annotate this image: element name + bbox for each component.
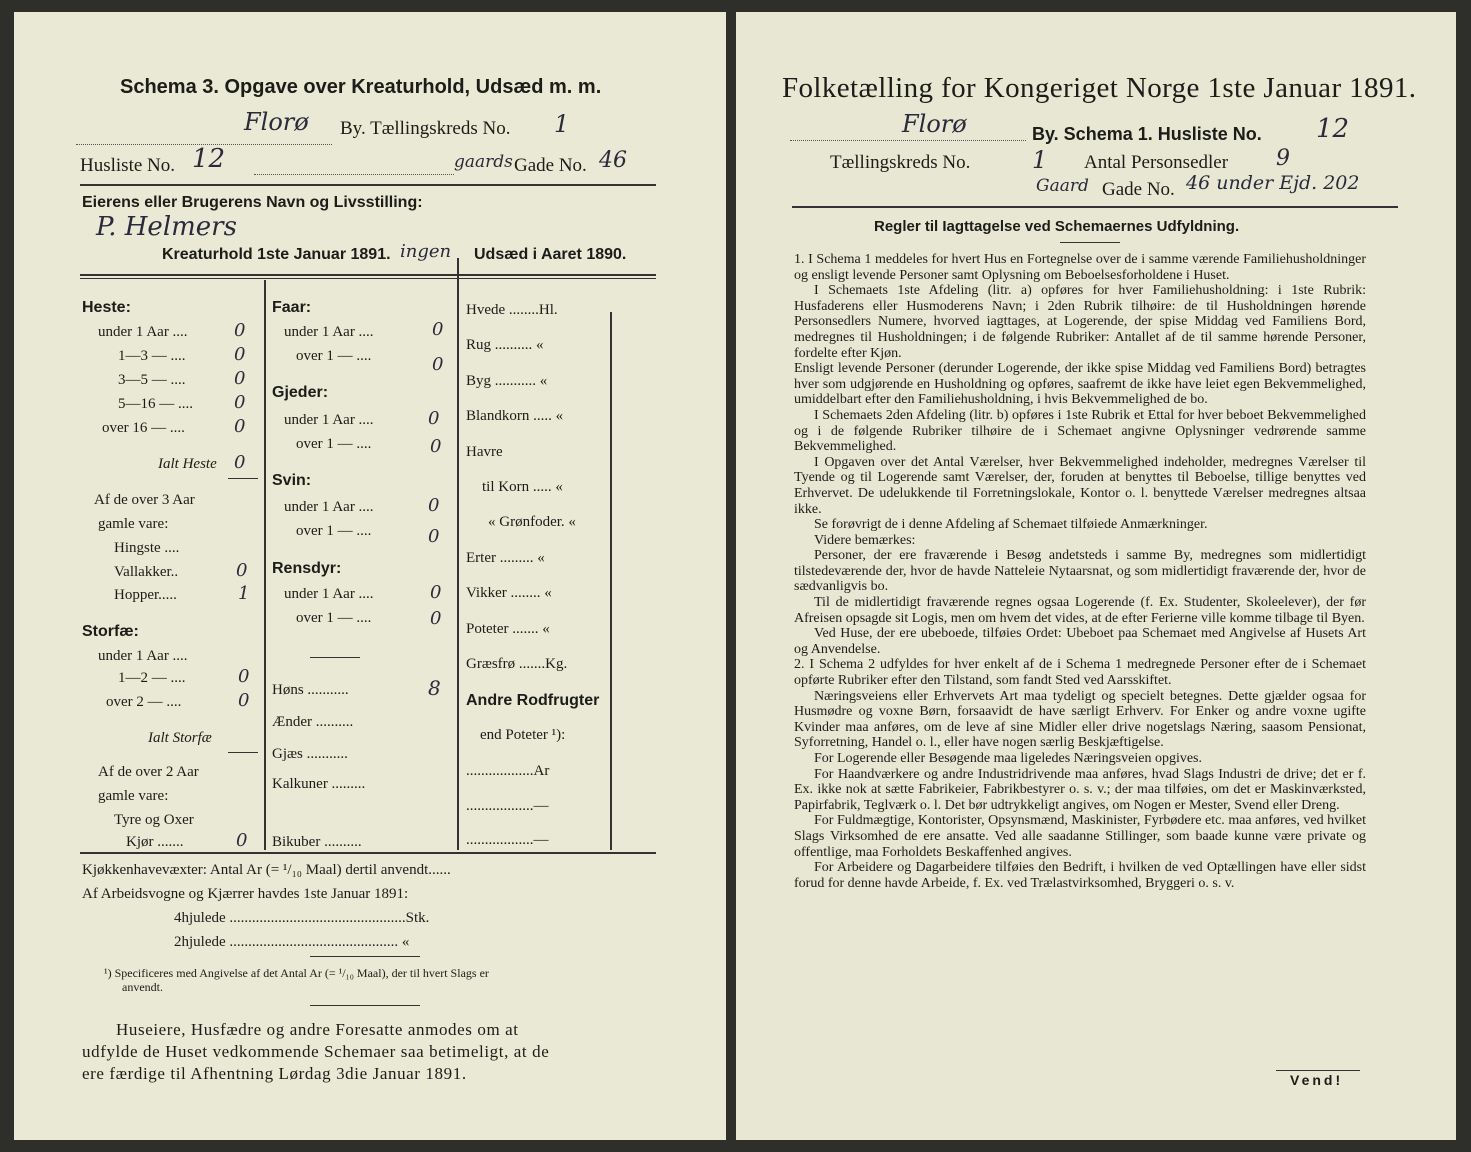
city-hand: Florø (902, 110, 967, 138)
gjeder-u1-val: 0 (428, 408, 440, 429)
crop-label: Græsfrø .......Kg. (466, 656, 568, 672)
ialt-heste-rule (228, 478, 258, 479)
rules-paragraph: For Fuldmægtige, Kontorister, Opsynsmænd, Maskinister, Fyrbødere etc. maa anføres, ved hvilket Slags Virksomhed de ere ansatte. Ved alle saadanne Stillinger, som baade kunne være private og offentlige, maa Forholdets Beskaffenhed angives. (794, 813, 1366, 860)
rensdyr-rule (310, 657, 360, 658)
gade-hand: 46 (599, 148, 627, 173)
crop-label: Blandkorn ..... « (466, 408, 564, 424)
ialt-heste-val: 0 (234, 452, 246, 473)
antal-hand: 9 (1276, 146, 1290, 171)
rules-title: Regler til Iagttagelse ved Schemaernes Udfyldning. (874, 218, 1240, 235)
storfae-row-label: 1—2 — .... (118, 670, 186, 686)
gjeder-title: Gjeder: (272, 384, 329, 401)
crop-label: til Korn ..... « (482, 479, 563, 495)
faar-u1-val: 0 (432, 319, 444, 340)
faar-o1: over 1 — .... (296, 348, 372, 364)
crop-label: ..................Ar (466, 763, 550, 779)
gade-prefix-hand: gaards (454, 152, 513, 172)
crop-value-divider (610, 312, 612, 850)
gjeder-o1-val: 0 (430, 436, 442, 457)
table-top-rule (80, 274, 656, 276)
antal-label: Antal Personsedler (1084, 152, 1229, 173)
city-hand: Florø (244, 108, 309, 136)
tk-hand: 1 (554, 110, 570, 138)
crop-label: Andre Rodfrugter (466, 692, 600, 709)
svin-u1-val: 0 (428, 495, 440, 516)
storfae-row-val: 0 (238, 666, 250, 687)
aender: Ænder .......... (272, 714, 354, 730)
rensdyr-u1: under 1 Aar .... (284, 586, 374, 602)
census-title: Folketælling for Kongeriget Norge 1ste Januar 1891. (782, 72, 1417, 104)
svin-title: Svin: (272, 472, 312, 489)
gade-hand: 46 under Ejd. 202 (1186, 172, 1360, 194)
rensdyr-o1: over 1 — .... (296, 610, 372, 626)
owner-label: Eierens eller Brugerens Navn og Livsstilling: (82, 194, 423, 211)
heste-row-label: under 1 Aar .... (98, 324, 188, 340)
rules-paragraph: For Haandværkere og andre Industridrivende maa anføres, hvad Slags Industri de drive; det er f. Ex. ikke nok at sætte Fabrikeier, Fabrikbestyrer o. s. v.; der maa tilføies, om det er Maskinværksted, Papirfabrik, Teglværk o. l. Det bør udtrykkeligt angives, om Nogen er Mester, Svend eller Dreng. (794, 766, 1366, 813)
hand-note: ingen (400, 241, 452, 262)
rules-paragraph: Videre bemærkes: (814, 532, 916, 548)
vallakker: Vallakker.. (114, 564, 179, 580)
rules-paragraph: I Schemaets 2den Afdeling (litr. b) opføres i 1ste Rubrik et Ettal for hver beboet Bekvemmelighed og i de følgende Rubriker tilhøire de i Schemaet angivne Oplysninger vedrørende samme Bekvemmelighed. (794, 407, 1366, 455)
crop-label: Poteter ....... « (466, 621, 550, 637)
footnote-rule (310, 956, 420, 957)
faar-o1-val: 0 (432, 354, 444, 375)
storfae-row-label: over 2 — .... (106, 694, 182, 710)
bikuber: Bikuber .......... (272, 834, 362, 850)
table-top-rule2 (80, 278, 656, 279)
heste-gamle: gamle vare: (98, 516, 169, 532)
hjul2: 2hjulede ............................................. « (174, 934, 410, 950)
gade-dots (254, 166, 454, 175)
tk-hand: 1 (1032, 146, 1048, 174)
top-rule (80, 184, 656, 186)
owner-hand: P. Helmers (96, 212, 237, 242)
rules-paragraph: Ved Huse, der ere ubeboede, tilføies Ordet: Ubeboet paa Schemaet med Angivelse af Husets Art og Anvendelse. (794, 626, 1366, 657)
svin-u1: under 1 Aar .... (284, 499, 374, 515)
vallakker-val: 0 (236, 560, 248, 581)
storfae-row-val: 0 (238, 690, 250, 711)
husliste-label: Husliste No. (80, 155, 175, 176)
udsaed-head: Udsæd i Aaret 1890. (474, 246, 627, 263)
heste-row-val: 0 (234, 368, 246, 389)
ialt-heste: Ialt Heste (158, 456, 217, 472)
left-page (14, 12, 726, 1140)
rensdyr-u1-val: 0 (430, 582, 442, 603)
rules-paragraph: Se forøvrigt de i denne Afdeling af Schemaet tilføiede Anmærkninger. (814, 517, 1208, 533)
footnote1: ¹) Specificeres med Angivelse af det Antal Ar (= ¹/₁₀ Maal), der til hvert Slags er (104, 966, 489, 980)
tk-label: Tællingskreds No. (830, 152, 971, 173)
schema3-title: Schema 3. Opgave over Kreaturhold, Udsæd m. m. (120, 76, 602, 98)
gade-label: Gade No. (1102, 179, 1175, 200)
col-divider-2 (457, 258, 459, 850)
gjeder-u1: under 1 Aar .... (284, 412, 374, 428)
rensdyr-title: Rensdyr: (272, 560, 342, 577)
hopper: Hopper..... (114, 587, 177, 603)
hons: Høns ........... (272, 682, 349, 698)
faar-title: Faar: (272, 299, 312, 316)
footnote2: anvendt. (122, 980, 163, 994)
crop-label: ..................— (466, 832, 549, 848)
rules-paragraph: For Logerende eller Besøgende maa ligeledes Næringsveien opgives. (814, 751, 1202, 766)
rensdyr-o1-val: 0 (430, 608, 442, 629)
arbeid: Af Arbeidsvogne og Kjærrer havdes 1ste Januar 1891: (82, 886, 409, 902)
crop-label: « Grønfoder. « (488, 514, 576, 530)
hjul4: 4hjulede ...............................................Stk. (174, 910, 430, 926)
vend-rule (1276, 1070, 1360, 1071)
heste-row-val: 0 (234, 392, 246, 413)
closing-rule (310, 1005, 420, 1006)
kalkuner: Kalkuner ......... (272, 776, 366, 792)
rules-paragraph: I Opgaven over det Antal Værelser, hver Bekvemmelighed indeholder, medregnes Værelser til Tyende og til Logerende samt Værelser, der, foruden at benyttes til Beboelse, tillige benyttes ved Erhvervet. De udelukkende til Forretningslokale, Kontor o. l. benyttede Værelser medregnes altsaa ikke. (794, 454, 1366, 517)
right-page (736, 12, 1456, 1140)
heste-row-label: 5—16 — .... (118, 396, 193, 412)
rules-paragraph: Næringsveiens eller Erhvervets Art maa tydeligt og specielt betegnes. Dette gjælder ogsaa for Husmødre og voxne Børn, forsaavidt de have særligt Erhverv. For Enker og andre voxne ugifte Kvinder maa anføres, om de leve af sine Midler eller drive nogetslags Næring, saasom Pensionat, Syforretning, Handel o. l., eller have nogen særlig Beskjæftigelse. (794, 688, 1366, 751)
rules-body (794, 252, 1366, 891)
crop-label: Byg ........... « (466, 373, 548, 389)
gjeder-o1: over 1 — .... (296, 436, 372, 452)
closing1: Huseiere, Husfædre og andre Foresatte anmodes om at (116, 1020, 519, 1039)
heste-row-label: 3—5 — .... (118, 372, 186, 388)
top-rule (792, 206, 1398, 208)
kreaturhold-head: Kreaturhold 1ste Januar 1891. (162, 246, 391, 263)
faar-u1: under 1 Aar .... (284, 324, 374, 340)
by-label: By. Tællingskreds No. (340, 118, 511, 139)
kjor-val: 0 (236, 830, 248, 851)
heste-row-val: 0 (234, 416, 246, 437)
heste-row-val: 0 (234, 320, 246, 341)
closing3: ere færdige til Afhentning Lørdag 3die Januar 1891. (82, 1064, 467, 1083)
crop-label: Rug .......... « (466, 337, 544, 353)
tyre: Tyre og Oxer (114, 812, 194, 828)
husliste-hand: 12 (1316, 114, 1350, 144)
heste-row-label: over 16 — .... (102, 420, 185, 436)
table-bottom-rule (80, 852, 656, 854)
col-divider-1 (264, 280, 266, 850)
crop-label: Havre (466, 444, 503, 460)
closing2: udfylde de Huset vedkommende Schemaer saa betimeligt, at de (82, 1042, 550, 1061)
vend-label: Vend! (1290, 1072, 1344, 1088)
rules-paragraph: For Arbeidere og Dagarbeidere tilføies den Bedrift, i hvilken de ved Optællingen have eller sidst forud for denne havde Arbeide, f. Ex. ved Trælastvirksomhed, Bryggeri o. s. v. (794, 860, 1366, 891)
hopper-val: 1 (238, 583, 250, 604)
rules-paragraph: I Schemaets 1ste Afdeling (litr. a) opføres for hver Familiehusholdning: i 1ste Rubrik: Husfaderens eller Husmoderens Navn; i 2den Rubrik tilhøire: de til Husholdningen hørende Personsedlers Numere, hvorved iagttages, at Logerende, der spise Middag ved Familiens Bord, medregnes til Husholdningen; i de følgende Rubriker: Antallet af de til samme hørende Personer, fordelte efter Kjøn. (794, 283, 1366, 361)
heste-title: Heste: (82, 299, 131, 316)
schema-line: By. Schema 1. Husliste No. (1032, 124, 1262, 144)
rules-paragraph: Til de midlertidigt fraværende regnes ogsaa Logerende (f. Ex. Studenter, Skoleelever), der før Afreisen opsagde sit Logis, men om hvem det vides, at de efter Ferierne ville komme tilbage til Byen. (794, 595, 1366, 626)
svin-o1: over 1 — .... (296, 523, 372, 539)
kjor: Kjør ....... (126, 834, 184, 850)
husliste-hand: 12 (192, 144, 226, 174)
crop-label: end Poteter ¹): (480, 727, 566, 743)
crop-label: Erter ......... « (466, 550, 545, 566)
rules-paragraph: Personer, der ere fraværende i Besøg andetsteds i samme By, medregnes som midlertidigt tilstedeværende der, hvor de havde Natteleie Nytaarsnat, og som midlertidigt fraværende der, hvor de sædvanligvis bo. (794, 548, 1366, 595)
crop-label: ..................— (466, 798, 549, 814)
rules-title-rule (1060, 242, 1120, 243)
hingste: Hingste .... (114, 540, 180, 556)
heste-af-over: Af de over 3 Aar (94, 492, 195, 508)
rules-paragraph: 1. I Schema 1 meddeles for hvert Hus en Fortegnelse over de i samme værende Familiehusholdninger og ensligt levende Personer samt Oplysning om Beboelsesforholdene i Huset. (794, 252, 1366, 283)
gjaes: Gjæs ........... (272, 746, 348, 762)
heste-row-label: 1—3 — .... (118, 348, 186, 364)
gade-prefix-hand: Gaard (1036, 176, 1089, 196)
heste-row-val: 0 (234, 344, 246, 365)
storfae-gamle: gamle vare: (98, 788, 169, 804)
svin-o1-val: 0 (428, 526, 440, 547)
crop-label: Vikker ........ « (466, 585, 552, 601)
ialt-storfae: Ialt Storfæ (148, 730, 212, 746)
kjokken: Kjøkkenhavevæxter: Antal Ar (= ¹/₁₀ Maal) dertil anvendt...... (82, 862, 451, 878)
storfae-af-over: Af de over 2 Aar (98, 764, 199, 780)
storfae-title: Storfæ: (82, 623, 139, 640)
crop-label: Hvede ........Hl. (466, 302, 558, 318)
storfae-row-label: under 1 Aar .... (98, 648, 188, 664)
ialt-storfae-rule (228, 752, 258, 753)
hons-val: 8 (428, 676, 441, 700)
rules-paragraph: Ensligt levende Personer (derunder Logerende, der ikke spise Middag ved Familiens Bord) betragtes hver som udgjørende en Husholdning og opføres, saafremt de ikke have leiet egen Bekvemmelighed, umiddelbart efter den Familiehusholdning, i hvis Bekvemmelighed de bo. (794, 361, 1366, 408)
rules-paragraph: 2. I Schema 2 udfyldes for hver enkelt af de i Schema 1 medregnede Personer efter de i Schemaet opførte Rubriker efter den Tilstand, som fandt Sted ved Aarsskiftet. (794, 657, 1366, 689)
gade-label: Gade No. (514, 155, 587, 176)
